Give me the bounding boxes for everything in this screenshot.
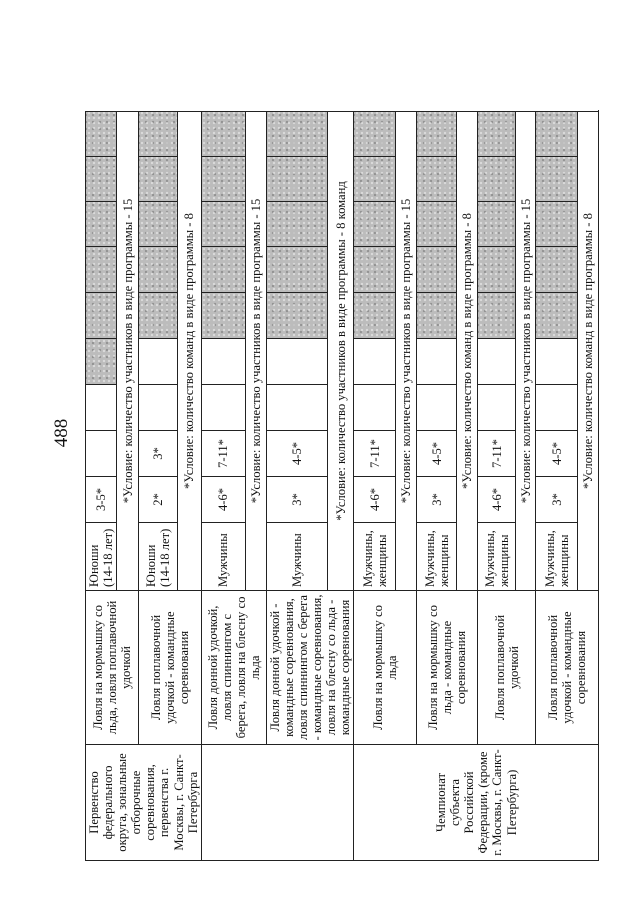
rank-value-cell (201, 385, 245, 431)
shaded-cell (86, 112, 117, 157)
rank-value-cell: 3* (417, 477, 457, 523)
rank-value-cell (139, 385, 178, 431)
discipline-cell: Ловля донной удочкой - командные соревнования, ловля спиннингом с берега - командные соревнования, ловля на блесну со льда - командные соревнования (266, 591, 354, 745)
shaded-cell (536, 202, 578, 247)
shaded-cell (201, 157, 245, 202)
rank-value-cell (139, 339, 178, 385)
competition-title-cell (201, 745, 354, 861)
shaded-cell (536, 157, 578, 202)
shaded-cell (201, 112, 245, 157)
rank-value-cell (478, 339, 516, 385)
category-cell: Юноши (14-18 лет) (86, 523, 117, 591)
discipline-cell: Ловля поплавочной удочкой (478, 591, 536, 745)
shaded-cell (536, 112, 578, 157)
shaded-cell (139, 293, 178, 339)
category-cell: Мужчины, женщины (478, 523, 516, 591)
shaded-cell (201, 202, 245, 247)
shaded-cell (266, 157, 327, 202)
rank-value-cell: 3* (266, 477, 327, 523)
shaded-cell (86, 202, 117, 247)
competition-title-cell: Чемпионат субъекта Российской Федерации, (кроме г. Москвы, г. Санкт-Петербурга) (354, 745, 599, 861)
rank-value-cell: 3-5* (86, 477, 117, 523)
discipline-cell: Ловля на мормышку со льда, ловля поплавочной удочкой (86, 591, 139, 745)
rank-value-cell: 4-5* (536, 431, 578, 477)
discipline-cell: Ловля поплавочной удочкой - командные соревнования (536, 591, 599, 745)
rank-value-cell: 2* (139, 477, 178, 523)
shaded-cell (478, 247, 516, 293)
shaded-cell (536, 247, 578, 293)
rank-value-cell (417, 339, 457, 385)
table-row (354, 112, 396, 861)
rank-value-cell: 4-6* (354, 477, 396, 523)
rank-value-cell: 7-11* (478, 431, 516, 477)
condition-note-cell: *Условие: количество команд в виде программы - 8 (578, 112, 599, 591)
competition-title-cell: Первенство федерального округа, зональные отборочные соревнования, первенства г. Москвы, г. Санкт-Петербурга (86, 745, 202, 861)
shaded-cell (478, 293, 516, 339)
rank-value-cell (266, 385, 327, 431)
condition-note-cell: *Условие: количество участников в виде программы - 15 (245, 112, 266, 591)
shaded-cell (86, 247, 117, 293)
rank-value-cell (536, 385, 578, 431)
category-cell: Мужчины (201, 523, 245, 591)
shaded-cell (201, 247, 245, 293)
table-row (201, 112, 245, 861)
shaded-cell (536, 293, 578, 339)
category-cell: Мужчины, женщины (417, 523, 457, 591)
table-row (86, 112, 117, 861)
shaded-cell (86, 157, 117, 202)
condition-note-cell: *Условие: количество участников в виде программы - 15 (396, 112, 417, 591)
shaded-cell (139, 202, 178, 247)
condition-note-cell: *Условие: количество участников в виде программы - 8 команд (328, 112, 354, 591)
rank-value-cell: 7-11* (201, 431, 245, 477)
shaded-cell (266, 293, 327, 339)
table-container (85, 112, 596, 861)
rank-value-cell (266, 339, 327, 385)
shaded-cell (478, 112, 516, 157)
shaded-cell (266, 202, 327, 247)
rank-value-cell (536, 339, 578, 385)
condition-note-cell: *Условие: количество участников в виде программы - 15 (516, 112, 536, 591)
rank-value-cell: 3* (536, 477, 578, 523)
shaded-cell (139, 112, 178, 157)
discipline-cell: Ловля поплавочной удочкой - командные соревнования (139, 591, 202, 745)
condition-note-cell: *Условие: количество команд в виде программы - 8 (457, 112, 478, 591)
rank-value-cell (86, 385, 117, 431)
rank-value-cell (354, 385, 396, 431)
shaded-cell (417, 202, 457, 247)
shaded-cell (417, 157, 457, 202)
rank-value-cell (86, 431, 117, 477)
category-cell: Мужчины, женщины (354, 523, 396, 591)
shaded-cell (478, 202, 516, 247)
rank-value-cell (417, 385, 457, 431)
discipline-cell: Ловля на мормышку со льда (354, 591, 417, 745)
shaded-cell (354, 157, 396, 202)
rank-value-cell (201, 339, 245, 385)
discipline-cell: Ловля донной удочкой, ловля спиннингом с берега, ловля на блесну со льда (201, 591, 266, 745)
shaded-cell (478, 157, 516, 202)
rank-value-cell: 4-6* (201, 477, 245, 523)
category-cell: Мужчины (266, 523, 327, 591)
shaded-cell (354, 247, 396, 293)
rank-value-cell: 4-5* (266, 431, 327, 477)
shaded-cell (354, 112, 396, 157)
rank-value-cell: 4-6* (478, 477, 516, 523)
rank-value-cell: 3* (139, 431, 178, 477)
shaded-cell (354, 293, 396, 339)
ranks-table (85, 111, 599, 861)
shaded-cell (139, 157, 178, 202)
shaded-cell (266, 247, 327, 293)
category-cell: Юноши (14-18 лет) (139, 523, 178, 591)
rank-value-cell (354, 339, 396, 385)
shaded-cell (417, 247, 457, 293)
condition-note-cell: *Условие: количество команд в виде программы - 8 (177, 112, 201, 591)
discipline-cell: Ловля на мормышку со льда - командные соревнования (417, 591, 478, 745)
rank-value-cell: 4-5* (417, 431, 457, 477)
page-number: 488 (51, 418, 72, 448)
shaded-cell (201, 293, 245, 339)
shaded-cell (86, 339, 117, 385)
shaded-cell (417, 112, 457, 157)
table-body (86, 112, 599, 861)
shaded-cell (86, 293, 117, 339)
shaded-cell (417, 293, 457, 339)
rotated-table (85, 112, 596, 861)
rank-value-cell: 7-11* (354, 431, 396, 477)
category-cell: Мужчины, женщины (536, 523, 578, 591)
shaded-cell (266, 112, 327, 157)
shaded-cell (354, 202, 396, 247)
condition-note-cell: *Условие: количество участников в виде программы - 15 (117, 112, 139, 591)
shaded-cell (139, 247, 178, 293)
rank-value-cell (478, 385, 516, 431)
